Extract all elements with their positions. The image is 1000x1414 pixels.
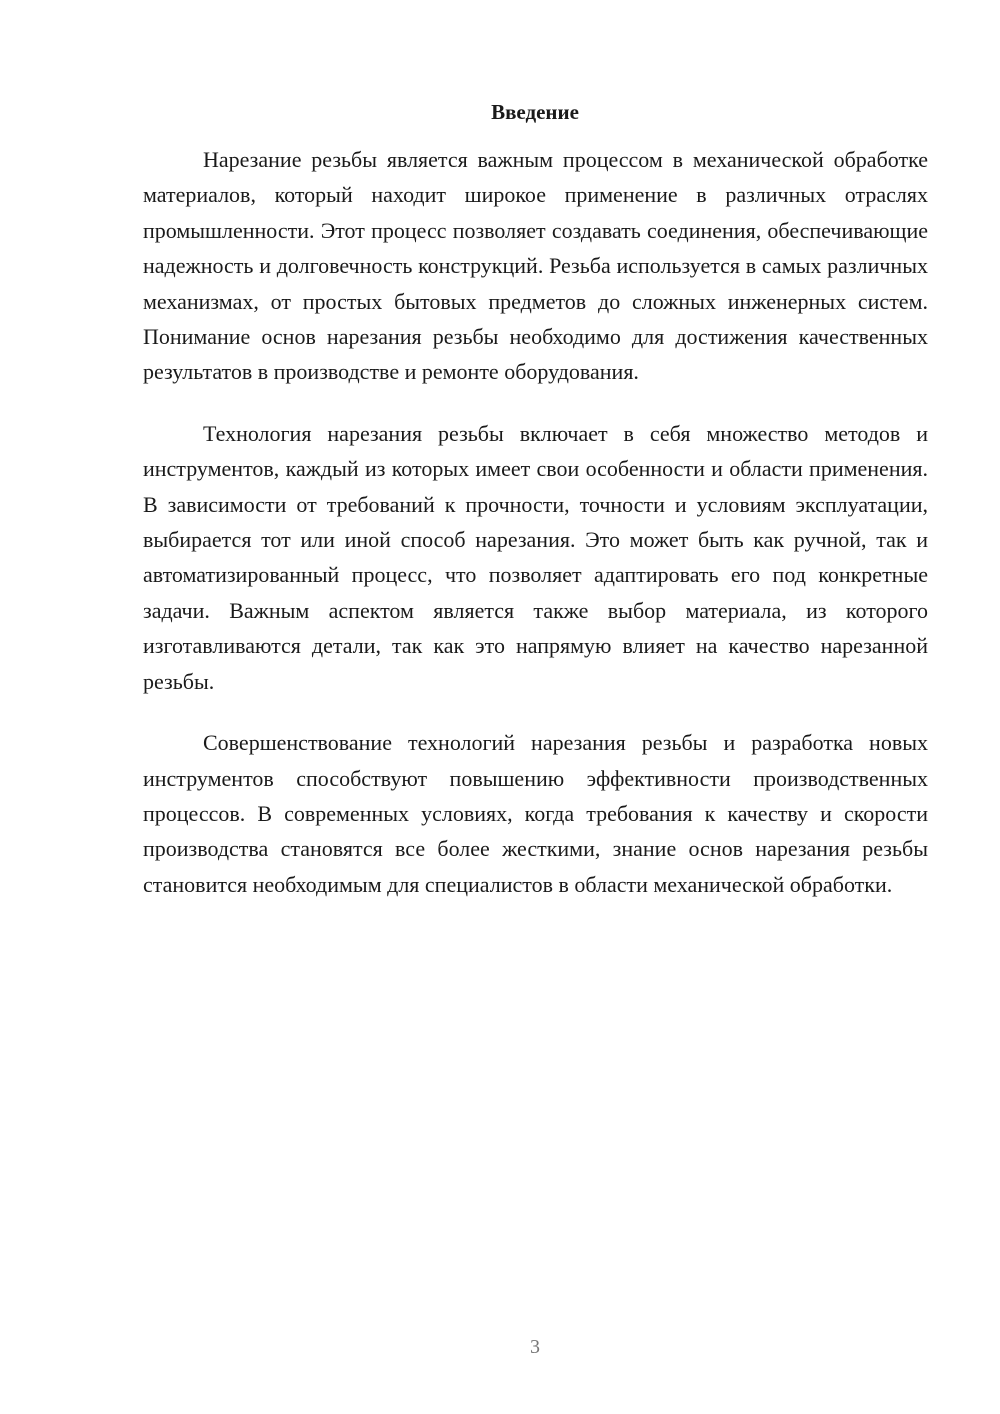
paragraph-1: Нарезание резьбы является важным процессом в механической обработке материалов, который находит широкое применение в различных отраслях промышленности. Этот процесс позволяет создавать соединения, обеспечивающие надежность и долговечность конструкций. Резьба используется в самых различных механизмах, от простых бытовых предметов до сложных инженерных систем. Понимание основ нарезания резьбы необходимо для достижения качественных результатов в производстве и ремонте оборудования. [143, 147, 928, 385]
paragraph-2: Технология нарезания резьбы включает в себя множество методов и инструментов, каждый из которых имеет свои особенности и области применения. В зависимости от требований к прочности, точности и условиям эксплуатации, выбирается тот или иной способ нарезания. Это может быть как ручной, так и автоматизированный процесс, что позволяет адаптировать его под конкретные задачи. Важным аспектом является также выбор материала, из которого изготавливаются детали, так как это напрямую влияет на качество нарезанной резьбы. [143, 420, 928, 694]
page-title: Введение [491, 100, 579, 124]
body-text [143, 142, 928, 928]
page-number: 3 [530, 1336, 540, 1358]
paragraph-3: Совершенствование технологий нарезания резьбы и разработка новых инструментов способствуют повышению эффективности производственных процессов. В современных условиях, когда требования к качеству и скорости производства становятся все более жесткими, знание основ нарезания резьбы становится необходимым для специалистов в области механической обработки. [143, 730, 928, 897]
